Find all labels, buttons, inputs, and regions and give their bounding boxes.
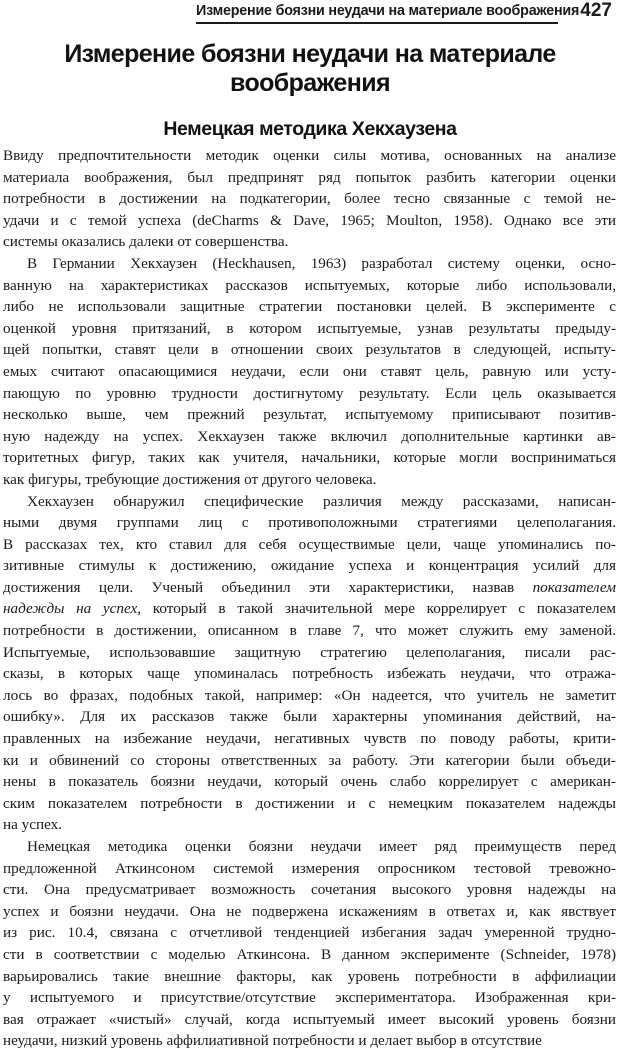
text-line: неудачи, низкий уровень аффилиативной потребности и делает выбор в отсутствие xyxy=(3,1032,542,1050)
text-line: успех и боязни неудачи. Она не подвержена искажениям в ответах и, как явствует xyxy=(3,902,616,920)
text-line: достижения цели. Ученый объединил эти характеристики, назвав показателем xyxy=(3,578,616,596)
section-title: Немецкая методика Хекхаузена xyxy=(163,118,457,140)
text-line: потребности в достижении на подкатегории, более тесно связанные с темой не- xyxy=(3,190,616,208)
running-title: Измерение боязни неудачи на материале воображения xyxy=(196,3,580,19)
text-line: лось во фразах, подобных такой, например: «Он надеется, что учитель не заметит xyxy=(3,686,616,704)
text-line: системы оказались далеки от совершенства. xyxy=(3,233,289,251)
text-line: вая отражает «чистый» случай, когда испытуемый имеет высокий уровень боязни xyxy=(3,1010,616,1028)
text-line: сти в соответствии с моделью Аткинсона. В данном эксперименте (Schneider, 1978) xyxy=(3,945,616,963)
text-line: ными двумя группами лиц с противоположными стратегиями целеполагания. xyxy=(3,514,616,532)
text-line: Испытуемые, использовавшие защитную стратегию целеполагания, писали рас- xyxy=(3,643,616,661)
chapter-title-line: воображения xyxy=(230,69,390,97)
text-line: варьировались такие внешние факторы, как уровень потребности в аффилиации xyxy=(3,967,616,985)
text-line: надежды на успех, который в такой значительной мере коррелирует с показателем xyxy=(3,600,616,618)
text-line: оценкой уровня притязаний, в котором испытуемые, узнав результаты предыду- xyxy=(3,319,616,337)
text-line: правленных на избежание неудачи, негативных чувств по поводу работы, крити- xyxy=(3,730,616,748)
header-rule xyxy=(196,22,558,24)
emphasis: надежды на успех xyxy=(3,600,138,618)
text-line: на успех. xyxy=(3,816,63,834)
text-line: ским показателем потребности в достижении и с немецким показателем надежды xyxy=(3,794,616,812)
text-line: ошибку». Для их рассказов также были характерны упоминания действий, на- xyxy=(3,708,616,726)
chapter-title xyxy=(0,40,620,98)
text-line: ки и обвинений со стороны ответственных за работу. Эти категории были объеди- xyxy=(3,751,616,769)
body-text xyxy=(3,145,616,1052)
text-line: ную надежду на успех. Хекхаузен также включил дополнительные картинки ав- xyxy=(3,427,616,445)
paragraph xyxy=(3,145,616,253)
text-line: несколько выше, чем прежний результат, испытуемому приписывают позитив- xyxy=(3,406,616,424)
text-line: сказы, в которых чаще упоминалась потребность избежать неудачи, что отража- xyxy=(3,665,616,683)
text-line: ванную на характеристиках рассказов испытуемых, которые либо использовали, xyxy=(3,276,616,294)
text-line: как фигуры, требующие достижения от другого человека. xyxy=(3,470,377,488)
chapter-title-line: Измерение боязни неудачи на материале xyxy=(64,40,556,68)
text-line: либо не использовали защитные стратегии постановки целей. В эксперименте с xyxy=(3,298,616,316)
paragraph xyxy=(3,253,616,491)
running-header xyxy=(0,0,620,30)
text-line: Ввиду предпочтительности методик оценки силы мотива, основанных на анализе xyxy=(3,147,616,164)
text-line: В Германии Хекхаузен (Heckhausen, 1963) разработал систему оценки, осно- xyxy=(27,254,616,272)
text-line: торитетных фигур, таких как учителя, начальники, которые могли восприниматься xyxy=(3,449,616,467)
text-line: нены в показатель боязни неудачи, который очень слабо коррелирует с американ- xyxy=(3,773,616,791)
text-line: материала воображения, был предпринят ряд попыток разбить категории оценки xyxy=(3,168,616,186)
text-line: у испытуемого и присутствие/отсутствие экспериментатора. Изображенная кри- xyxy=(3,989,616,1007)
paragraph xyxy=(3,491,616,837)
text-line: удачи и с темой успеха (deCharms & Dave, 1965; Moulton, 1958). Однако все эти xyxy=(3,211,616,229)
text-line: потребности в достижении, описанном в главе 7, что может служить ему заменой. xyxy=(3,622,616,640)
text-line: из рис. 10.4, связана с отчетливой тенденцией избегания задач умеренной трудно- xyxy=(3,924,616,942)
text-line: щей попытки, ставят цели в отношении своих результатов в следующей, испыту- xyxy=(3,341,616,359)
text-line: Хекхаузен обнаружил специфические различия между рассказами, написан- xyxy=(27,492,616,510)
text-line: емых считают опасающимися неудачи, если они ставят цель, равную или усту- xyxy=(3,362,616,380)
text-line: Немецкая методика оценки боязни неудачи имеет ряд преимуществ перед xyxy=(27,838,616,855)
text-line: зитивные стимулы к достижению, ожидание успеха и концентрация усилий для xyxy=(3,557,616,575)
paragraph xyxy=(3,836,616,1052)
text-line: В рассказах тех, кто ставил для себя осуществимые цели, чаще упоминались по- xyxy=(3,535,616,553)
text-line: предложенной Аткинсоном системой измерения опросником тестовой тревожно- xyxy=(3,859,616,877)
emphasis: показателем xyxy=(532,578,616,596)
text-line: сти. Она предусматривает возможность сочетания высокого уровня надежды на xyxy=(3,881,616,899)
text-line: пающую по уровню трудности достигнутому результату. Если цель оказывается xyxy=(3,384,616,402)
page-number: 427 xyxy=(580,0,612,21)
